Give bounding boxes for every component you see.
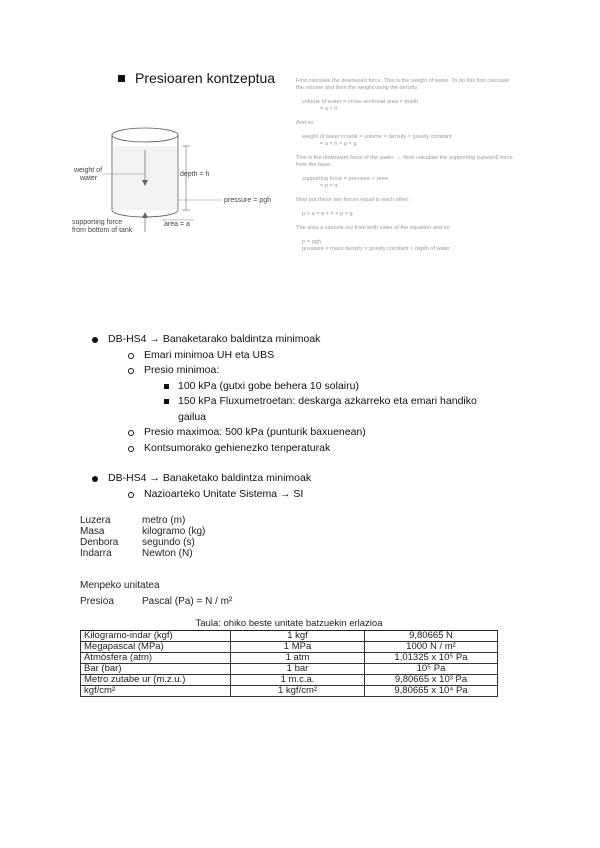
area-label: area = a [164, 221, 190, 228]
derivation-line: = p × a [320, 183, 338, 189]
support-label-2: from bottom of tank [72, 227, 133, 234]
bullet-ring-icon [128, 492, 134, 498]
list-item-text: Kontsumorako gehienezko tenperaturak [144, 441, 331, 454]
pressure-derivation [296, 78, 556, 253]
square-bullet-icon [118, 75, 125, 82]
unit-conversion-table [80, 630, 498, 697]
unit-row [80, 526, 205, 537]
list-item [92, 441, 532, 457]
table-row [81, 664, 498, 675]
unit-value: segundo (s) [142, 537, 195, 548]
list-item-text: 150 kPa Fluxumetroetan: deskarga azkarreko eta emari handiko [178, 395, 477, 407]
table-cell-equivalent: 9,80665 N [365, 631, 498, 642]
unit-name: Denbora [80, 537, 119, 548]
table-cell-equivalent: 1000 N / m² [365, 642, 498, 653]
si-base-units [80, 515, 205, 559]
unit-row [80, 515, 205, 526]
table-cell-unit: Metro zutabe ur (m.z.u.) [81, 675, 231, 686]
unit-name: Masa [80, 526, 105, 537]
support-arrowhead-icon [142, 212, 148, 218]
support-label-1: supporting force [72, 219, 123, 226]
depth-label: depth = h [180, 171, 210, 178]
list-item-text: Nazioarteko Unitate Sistema → SI [144, 487, 304, 500]
derivation-line: weight of water in tank = volume × density × gravity constant [302, 134, 452, 140]
list-item-text: Presio minimoa: [144, 364, 220, 376]
table-cell-equivalent: 1,01325 x 10⁵ Pa [365, 653, 498, 664]
list-item-text: Emari minimoa UH eta UBS [144, 348, 275, 361]
table-cell-symbol: 1 MPa [231, 642, 365, 653]
table-cell-unit: Bar (bar) [81, 664, 231, 675]
section-title-text: Presioaren kontzeptua [135, 70, 276, 86]
dependent-unit-name: Presioa [80, 596, 114, 607]
table-cell-unit: Atmósfera (atm) [81, 653, 231, 664]
bullet-square-icon [164, 384, 169, 389]
list-item-text: DB-HS4 → Banaketarako baldintza minimoak [108, 333, 321, 345]
derivation-line: supporting force = pressure × area [302, 176, 388, 182]
requirements-list [92, 332, 532, 502]
list-item [92, 363, 532, 379]
derivation-line: pressure = mass density × gravity constant × depth of water [302, 246, 451, 252]
unit-row [80, 537, 205, 548]
table-cell-unit: Kilogramo-indar (kgf) [81, 631, 231, 642]
bullet-dot-icon [92, 476, 98, 482]
derivation-line: = a × h [320, 106, 338, 112]
derivation-line: The area a cancels out from both sides of the equation and so [296, 225, 450, 231]
list-item-text: Presio maximoa: 500 kPa (punturik baxuenean) [144, 426, 366, 438]
bullet-ring-icon [128, 353, 134, 359]
list-item [92, 425, 532, 441]
bullet-ring-icon [128, 446, 134, 452]
derivation-line: First calculate the downward force. This is the weight of water. To do this first calculate [296, 78, 510, 84]
table-cell-symbol: 1 atm [231, 653, 365, 664]
list-item-text: gailua [178, 410, 207, 423]
derivation-line: p = ρgh [302, 239, 321, 245]
derivation-line: from the base. [296, 162, 332, 168]
derivation-line: And so [296, 120, 314, 126]
list-item [92, 379, 532, 395]
list-item [92, 487, 532, 503]
bullet-square-icon [164, 399, 169, 404]
derivation-line: This is the downward force of the water. → Now calculate the supporting (upward) force [296, 155, 513, 161]
list-item-continuation [92, 410, 532, 426]
table-row [81, 675, 498, 686]
table-row [81, 631, 498, 642]
weight-label-1: weight of [74, 167, 103, 174]
table-cell-equivalent: 9,80665 x 10³ Pa [365, 675, 498, 686]
unit-name: Luzera [80, 515, 111, 526]
bullet-ring-icon [128, 368, 134, 374]
unit-value: Newton (N) [142, 548, 193, 559]
table-caption: Taula: ohiko beste unitate batzuekin erlazioa [195, 618, 383, 629]
table-cell-symbol: 1 kgf [231, 631, 365, 642]
list-item [92, 471, 532, 487]
list-item [92, 394, 532, 410]
table-cell-equivalent: 9,80665 x 10⁴ Pa [365, 686, 498, 697]
tank-top-ellipse [112, 128, 178, 142]
unit-value: metro (m) [142, 515, 186, 526]
derivation-line: volume of water = cross-sectional area × depth [302, 99, 419, 105]
table-cell-symbol: 1 bar [231, 664, 365, 675]
dependent-unit-value: Pascal (Pa) = N / m² [142, 596, 233, 607]
bullet-dot-icon [92, 337, 98, 343]
list-item [92, 348, 532, 364]
bullet-ring-icon [128, 430, 134, 436]
derivation-line: Now put these two forces equal to each other: [296, 197, 410, 203]
table-cell-unit: kgf/cm² [81, 686, 231, 697]
pressure-label: pressure = ρgh [224, 197, 271, 204]
derivation-line: p × a = a × h × ρ × g [302, 211, 353, 217]
table-cell-symbol: 1 m.c.a. [231, 675, 365, 686]
table-cell-equivalent: 10⁵ Pa [365, 664, 498, 675]
unit-row [80, 548, 205, 559]
table-row [81, 653, 498, 664]
table-cell-unit: Megapascal (MPa) [81, 642, 231, 653]
dependent-unit-row [80, 596, 232, 607]
tank-diagram [72, 120, 284, 238]
weight-label-2: water [80, 175, 98, 182]
list-item [92, 332, 532, 348]
list-item-text: DB-HS4 → Banaketako baldintza minimoak [108, 472, 312, 484]
dependent-unit-title: Menpeko unitatea [80, 580, 160, 591]
table-row [81, 642, 498, 653]
derivation-line: = a × h × ρ × g [320, 141, 357, 147]
table-cell-symbol: 1 kgf/cm² [231, 686, 365, 697]
unit-value: kilogramo (kg) [142, 526, 206, 537]
unit-name: Indarra [80, 548, 112, 559]
derivation-line: the volume and then the weight using the density. [296, 85, 419, 91]
table-row [81, 686, 498, 697]
list-item-text: 100 kPa (gutxi gobe behera 10 solairu) [178, 379, 359, 392]
section-title [118, 70, 275, 86]
